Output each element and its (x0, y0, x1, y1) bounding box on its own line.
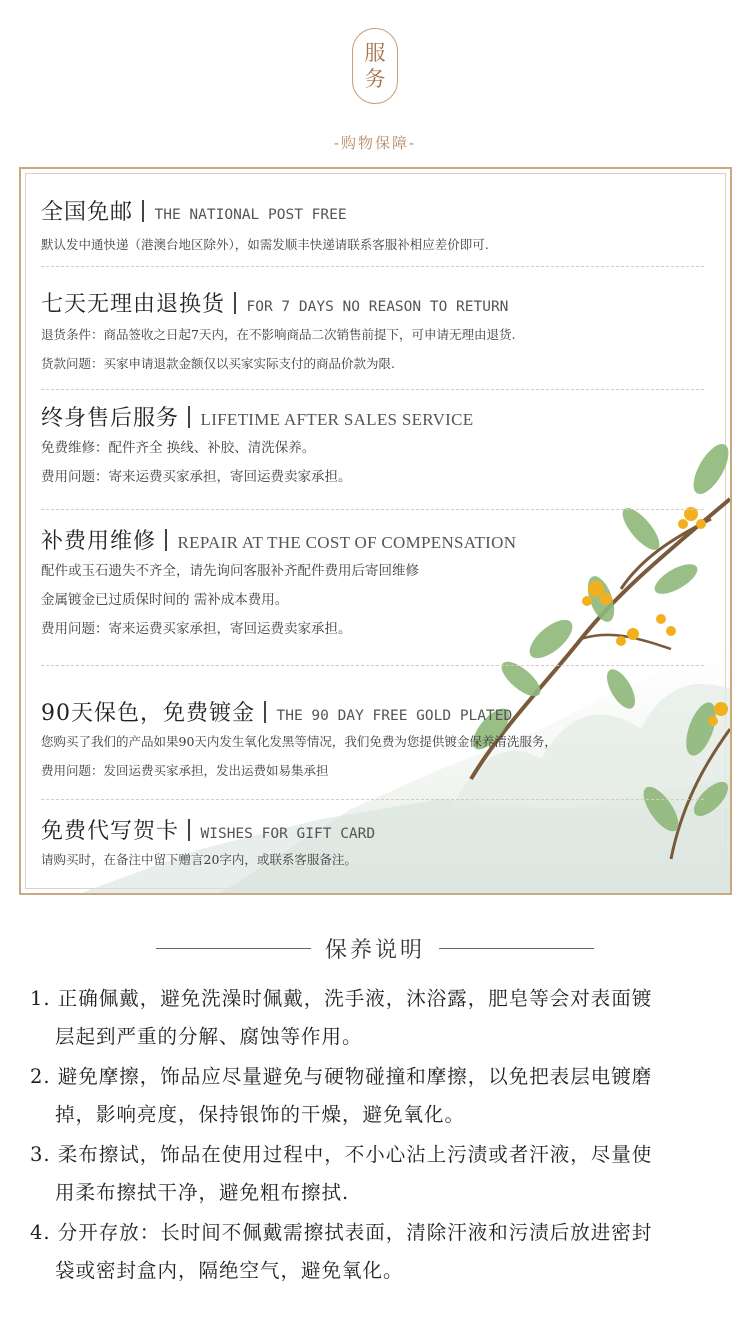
service-line: 默认发中通快递（港澳台地区除外），如需发顺丰快递请联系客服补相应差价即可. (41, 237, 489, 252)
title-separator (264, 701, 266, 723)
care-item-first-line: 4. 分开存放：长时间不佩戴需擦拭表面，清除汗液和污渍后放进密封 (30, 1221, 653, 1244)
title-separator (188, 819, 190, 841)
title-separator (165, 529, 167, 551)
care-item (30, 1214, 730, 1290)
service-badge (352, 28, 398, 104)
section-divider (41, 509, 704, 510)
service-paid-repair (41, 524, 710, 644)
section-title (41, 814, 710, 845)
service-line: 配件或玉石遗失不齐全，请先询问客服补齐配件费用后寄回维修 (41, 563, 419, 579)
care-item-continuation: 层起到严重的分解、腐蚀等作用。 (55, 1025, 363, 1048)
care-title: 保养说明 (324, 937, 425, 963)
heading-rule-right (439, 948, 594, 949)
section-title (41, 524, 710, 555)
section-title (41, 287, 710, 318)
care-item-continuation: 用柔布擦拭干净，避免粗布擦拭. (55, 1181, 350, 1204)
badge-char-bottom: 务 (364, 67, 386, 91)
title-zh: 七天无理由退换货 (41, 292, 226, 317)
service-line: 费用问题：寄来运费买家承担，寄回运费卖家承担。 (41, 621, 352, 637)
section-title (41, 696, 710, 727)
service-line: 免费维修：配件齐全 换线、补胶、清洗保养。 (41, 440, 316, 456)
title-en: FOR 7 DAYS NO REASON TO RETURN (246, 299, 509, 315)
service-free-shipping (41, 195, 710, 259)
title-separator (188, 406, 190, 428)
care-item (30, 980, 730, 1056)
service-line: 请购买时，在备注中留下赠言20字内，或联系客服备注。 (41, 852, 357, 867)
care-item-continuation: 袋或密封盒内，隔绝空气，避免氧化。 (55, 1259, 404, 1282)
service-line: 您购买了我们的产品如果90天内发生氧化发黑等情况，我们免费为您提供镀金保养清洗服务， (41, 734, 557, 749)
title-separator (142, 200, 144, 222)
section-title (41, 195, 710, 226)
title-zh: 补费用维修 (41, 529, 157, 554)
title-zh: 终身售后服务 (41, 406, 180, 431)
service-line: 退货条件：商品签收之日起7天内，在不影响商品二次销售前提下，可申请无理由退货. (41, 327, 516, 342)
badge-char-top: 服 (364, 41, 386, 65)
title-zh: 全国免邮 (41, 200, 134, 225)
title-en: THE 90 DAY FREE GOLD PLATED (276, 708, 513, 724)
care-list (30, 980, 730, 1292)
title-en: THE NATIONAL POST FREE (154, 207, 347, 223)
title-separator (234, 292, 236, 314)
care-heading (0, 930, 750, 966)
section-divider (41, 389, 704, 390)
title-en: LIFETIME AFTER SALES SERVICE (200, 410, 474, 429)
service-line: 货款问题：买家申请退款金额仅以买家实际支付的商品价款为限. (41, 356, 395, 371)
service-90-day-gold-plating (41, 696, 710, 785)
title-en: WISHES FOR GIFT CARD (200, 826, 376, 842)
care-item (30, 1136, 730, 1212)
service-lifetime-after-sales (41, 401, 710, 492)
care-item (30, 1058, 730, 1134)
service-line: 费用问题：寄来运费买家承担，寄回运费卖家承担。 (41, 469, 352, 485)
care-item-first-line: 2. 避免摩擦，饰品应尽量避免与硬物碰撞和摩擦，以免把表层电镀磨 (30, 1065, 653, 1088)
service-line: 费用问题：发回运费买家承担，发出运费如易集承担 (41, 763, 329, 778)
title-zh: 免费代写贺卡 (41, 819, 180, 844)
title-en: REPAIR AT THE COST OF COMPENSATION (177, 533, 517, 552)
service-gift-card (41, 814, 710, 874)
section-divider (41, 665, 704, 666)
care-item-first-line: 1. 正确佩戴，避免洗澡时佩戴，洗手液，沐浴露，肥皂等会对表面镀 (30, 987, 653, 1010)
heading-rule-left (156, 948, 311, 949)
title-zh: 90天保色，免费镀金 (41, 701, 255, 726)
service-seven-day-return (41, 287, 710, 378)
section-title (41, 401, 710, 432)
care-item-first-line: 3. 柔布擦试，饰品在使用过程中，不小心沾上污渍或者汗液，尽量使 (30, 1143, 653, 1166)
care-item-continuation: 掉，影响亮度，保持银饰的干燥，避免氧化。 (55, 1103, 466, 1126)
service-line: 金属镀金已过质保时间的 需补成本费用。 (41, 592, 289, 608)
service-guarantee-box (19, 167, 732, 895)
section-divider (41, 266, 704, 267)
section-subtitle: -购物保障- (333, 134, 417, 152)
section-divider (41, 799, 704, 800)
